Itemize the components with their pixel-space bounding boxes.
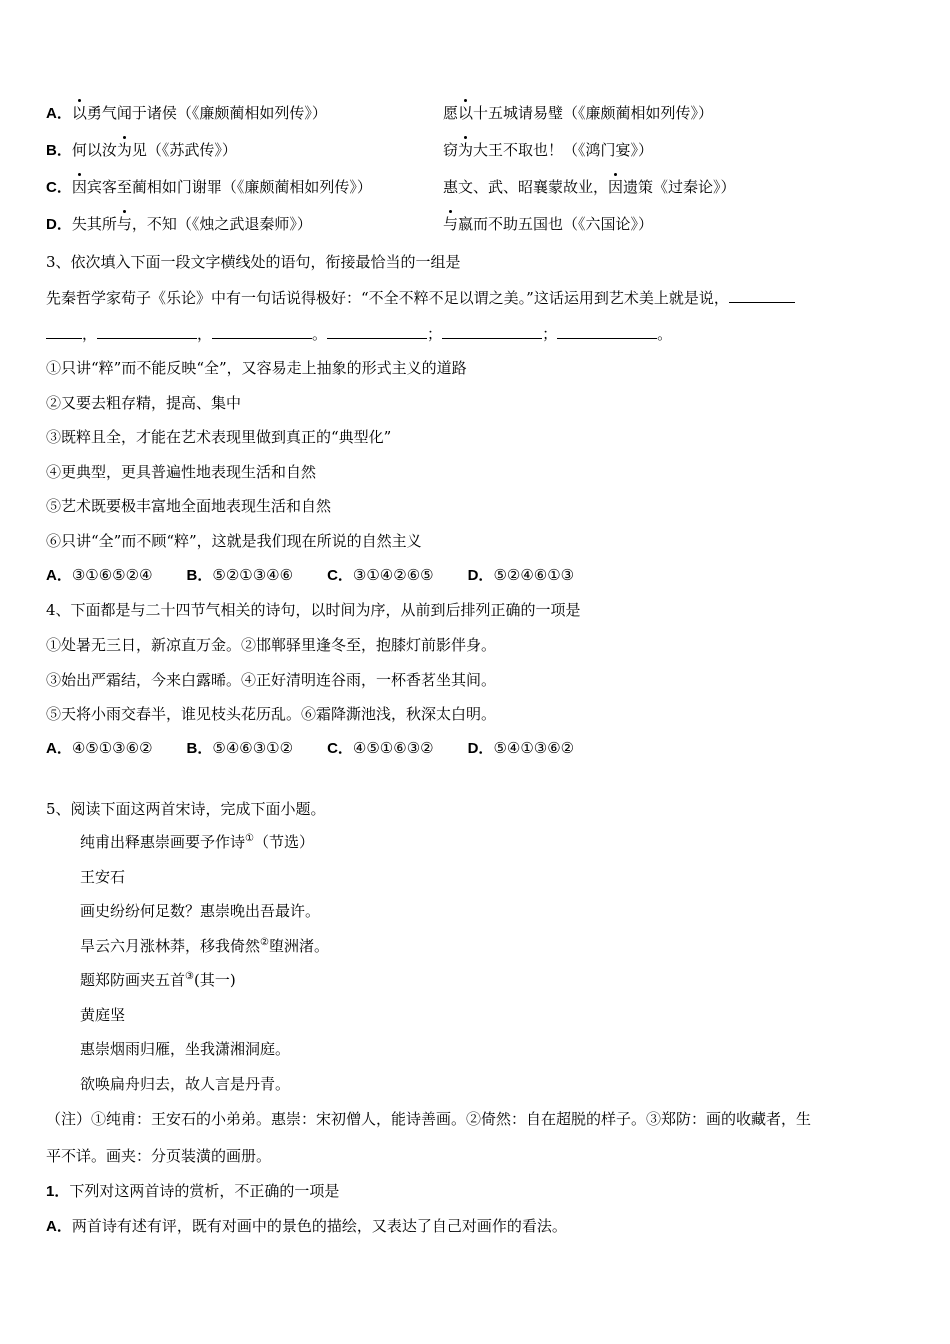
blank [212, 324, 312, 339]
poem-1-title [80, 832, 314, 852]
option-label: D． [467, 567, 494, 584]
blank-separator: ； [427, 325, 443, 343]
answer-option [327, 738, 434, 759]
answer-option [187, 565, 294, 586]
poem-2-title-suffix: (其一) [193, 971, 236, 989]
option-right [443, 140, 653, 160]
option-label: D． [467, 740, 494, 757]
option-label: A． [46, 567, 72, 584]
answer-option [187, 738, 294, 759]
option-right-text-post: 十五城请易璧（《廉颇蔺相如列传》） [473, 104, 714, 122]
emphasis-dot-char: 为 [116, 141, 132, 159]
option-left-post: 勇气闻于诸侯（《廉颇蔺相如列传》） [86, 104, 327, 122]
option-row [46, 140, 237, 161]
blank-separator: ； [542, 325, 558, 343]
poem-1-author: 王安石 [80, 868, 126, 886]
annotation-line-1: （注）①纯甫：王安石的小弟弟。惠崇：宋初僧人，能诗善画。②倚然：自在超脱的样子。③郑防：画的收藏者，生 [46, 1110, 812, 1128]
poem-2-author: 黄庭坚 [80, 1006, 126, 1024]
option-label: B． [46, 142, 72, 159]
option-right-text-post: 嬴而不助五国也（《六国论》） [458, 215, 654, 233]
poem-2-line-2: 欲唤扁舟归去，故人言是丹青。 [80, 1075, 291, 1093]
statement-item: ①只讲“粹”而不能反映“全”，又容易走上抽象的形式主义的道路 [46, 359, 467, 377]
statement-item: ⑤艺术既要极丰富地全面地表现生活和自然 [46, 497, 332, 515]
option-row [46, 177, 372, 198]
option-text: ⑤④⑥③①② [212, 739, 294, 757]
answer-option [327, 565, 434, 586]
poem-1-title-suffix: （节选） [253, 833, 314, 851]
option-text: ④⑤①⑥③② [352, 739, 434, 757]
option-text: ④⑤①③⑥② [71, 739, 153, 757]
option-label: A． [46, 105, 72, 122]
option-left-post: 见（《苏武传》） [131, 141, 237, 159]
option-label: A． [46, 1218, 72, 1235]
option-right-text [443, 141, 653, 159]
option-text: ⑤②①③④⑥ [212, 566, 294, 584]
option-left [72, 215, 312, 233]
option-left [72, 178, 372, 196]
option-right-text-post: 大王不取也！（《鸿门宴》） [473, 141, 654, 159]
poem-line: ①处暑无三日，新凉直万金。②邯郸驿里逢冬至，抱膝灯前影伴身。 [46, 636, 497, 654]
option-row [46, 214, 312, 235]
blank [557, 324, 657, 339]
answer-option [468, 738, 575, 759]
emphasis-dot-char: 为 [458, 141, 474, 159]
blank [46, 324, 82, 339]
poem-2-title [80, 970, 236, 990]
question-4-title: 4、下面都是与二十四节气相关的诗句，以时间为序，从前到后排列正确的一项是 [46, 601, 581, 619]
option-text: ③①⑥⑤②④ [71, 566, 153, 584]
poem-2-title-text: 题郑防画夹五首 [80, 971, 186, 989]
option-text: ③①④②⑥⑤ [352, 566, 434, 584]
option-left-post: ，不知（《烛之武退秦师》） [131, 215, 312, 233]
option-text: ⑤④①③⑥② [493, 739, 575, 757]
option-right-text-pre: 惠文、武、昭襄蒙故业， [443, 178, 609, 196]
option-text: ⑤②④⑥①③ [493, 566, 575, 584]
footnote-mark: ① [245, 833, 254, 844]
option-left-post: 宾客至蔺相如门谢罪（《廉颇蔺相如列传》） [86, 178, 372, 196]
poem-1-line-2-pre: 旱云六月涨林莽，移我倚然 [80, 937, 261, 955]
poem-2-line-1: 惠崇烟雨归雁，坐我潇湘洞庭。 [80, 1040, 291, 1058]
option-right-text-pre: 窃 [443, 141, 459, 159]
blank-separator: 。 [657, 325, 673, 343]
poem-1-title-text: 纯甫出释惠崇画要予作诗 [80, 833, 246, 851]
sub-question-text: 下列对这两首诗的赏析，不正确的一项是 [69, 1182, 340, 1200]
option-label: C． [327, 567, 353, 584]
emphasis-dot-char: 以 [458, 104, 474, 122]
poem-1-line-2 [80, 936, 329, 956]
blank-separator: ， [82, 325, 98, 343]
option-label: A． [46, 740, 72, 757]
option-label: C． [46, 179, 72, 196]
option-row [46, 103, 327, 124]
option-left [72, 141, 237, 159]
option-label: B． [186, 567, 213, 584]
poem-1-line-1: 画史纷纷何足数？惠崇晚出吾最许。 [80, 902, 321, 920]
answer-option [46, 738, 153, 759]
option-label: C． [327, 740, 353, 757]
question-5-title: 5、阅读下面这两首宋诗，完成下面小题。 [46, 800, 326, 818]
blank [327, 324, 427, 339]
poem-line: ⑤天将小雨交春半，谁见枝头花历乱。⑥霜降澌池浅，秋深太白明。 [46, 705, 497, 723]
option-text: 两首诗有述有评，既有对画中的景色的描绘，又表达了自己对画作的看法。 [71, 1217, 567, 1235]
blank-separator: ， [197, 325, 213, 343]
option-label: D． [46, 216, 72, 233]
blank-separator: 。 [312, 325, 328, 343]
blank-1 [729, 288, 795, 303]
passage-text: 先秦哲学家荀子《乐论》中有一句话说得极好：“不全不粹不足以谓之美。”这话运用到艺术美上就是说， [46, 289, 729, 307]
poem-1-line-2-post: 堕洲渚。 [268, 937, 329, 955]
statement-item: ④更典型，更具普遍性地表现生活和自然 [46, 462, 317, 481]
option-left-pre: 失其所 [71, 215, 117, 233]
sub-question-1-option-a [46, 1216, 567, 1237]
option-left [72, 104, 327, 122]
question-3-blanks [46, 324, 672, 344]
blank [442, 324, 542, 339]
option-right-text [443, 178, 736, 196]
emphasis-dot-char: 与 [116, 215, 132, 233]
sub-question-number: 1． [46, 1183, 70, 1200]
option-right-text-pre: 愿 [443, 104, 459, 122]
blank [97, 324, 197, 339]
statement-item: ⑥只讲“全”而不顾“粹”，这就是我们现在所说的自然主义 [46, 531, 422, 550]
answer-option [46, 565, 153, 586]
emphasis-dot-char: 因 [71, 178, 87, 196]
question-3-passage [46, 288, 795, 308]
annotation-line-2: 平不详。画夹：分页装潢的画册。 [46, 1147, 272, 1165]
question-3-answers [46, 565, 608, 586]
emphasis-dot-char: 与 [443, 215, 459, 233]
sub-question-1 [46, 1181, 339, 1202]
statement-item: ②又要去粗存精，提高、集中 [46, 393, 242, 412]
option-right [443, 177, 736, 197]
emphasis-dot-char: 以 [71, 104, 87, 122]
option-right-text-post: 遗策《过秦论》） [623, 178, 736, 196]
question-3-title: 3、依次填入下面一段文字横线处的语句，衔接最恰当的一组是 [46, 253, 461, 271]
option-right-text [443, 215, 653, 233]
poem-line: ③始出严霜结，今来白露晞。④正好清明连谷雨，一杯香茗坐其间。 [46, 670, 497, 689]
answer-option [468, 565, 575, 586]
option-right [443, 214, 653, 234]
footnote-mark: ② [260, 937, 269, 948]
question-4-answers [46, 738, 608, 759]
statement-item: ③既粹且全，才能在艺术表现里做到真正的“典型化” [46, 428, 392, 446]
option-label: B． [186, 740, 213, 757]
emphasis-dot-char: 因 [608, 178, 624, 196]
option-right-text [443, 104, 713, 122]
option-right [443, 103, 713, 123]
option-left-pre: 何以汝 [71, 141, 117, 159]
footnote-mark: ③ [185, 971, 194, 982]
